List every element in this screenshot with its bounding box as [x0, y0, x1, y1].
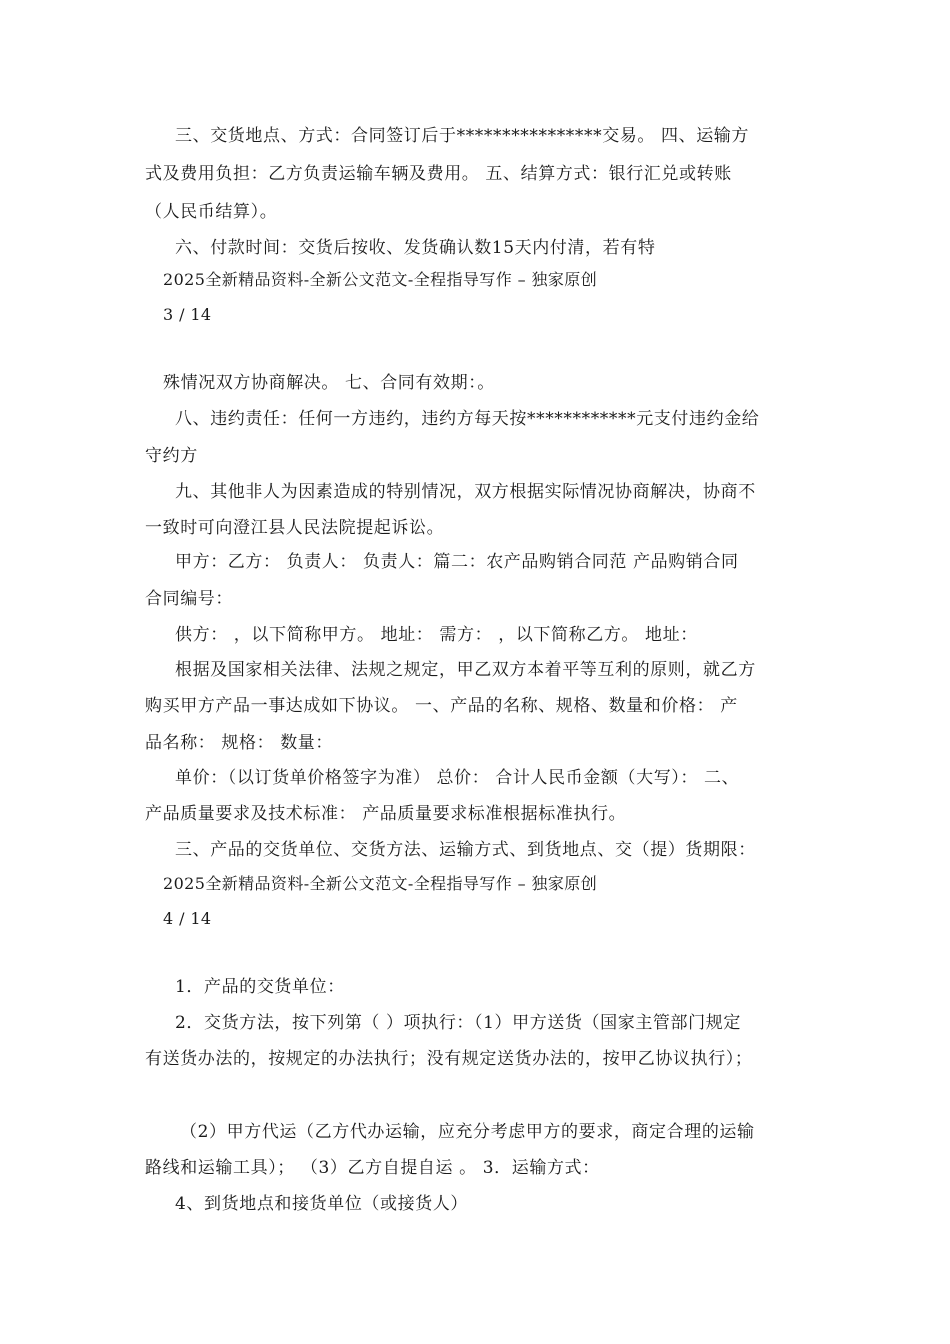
paragraph-line: 4、到货地点和接货单位（或接货人）: [175, 1194, 469, 1214]
paragraph-line: 根据及国家相关法律、法规之规定，甲乙双方本着平等互利的原则，就乙方: [175, 660, 756, 680]
paragraph-line: 一致时可向澄江县人民法院提起诉讼。: [145, 518, 445, 538]
paragraph-line: 供方： ，以下简称甲方。 地址： 需方： ，以下简称乙方。 地址：: [175, 625, 698, 645]
page-number: 3 / 14: [163, 305, 212, 324]
paragraph-line: 九、其他非人为因素造成的特别情况，双方根据实际情况协商解决，协商不: [175, 482, 756, 502]
paragraph-line: 产品质量要求及技术标准： 产品质量要求标准根据标准执行。: [145, 804, 627, 824]
page-footer-text: 2025全新精品资料-全新公文范文-全程指导写作 – 独家原创: [163, 270, 598, 289]
paragraph-line: 八、违约责任：任何一方违约，违约方每天按************元支付违约金给: [175, 409, 760, 429]
paragraph-line: 三、产品的交货单位、交货方法、运输方式、到货地点、交（提）货期限：: [175, 840, 756, 860]
paragraph-line: （2）甲方代运（乙方代办运输，应充分考虑甲方的要求，商定合理的运输: [180, 1122, 755, 1142]
paragraph-line: 1．产品的交货单位：: [175, 977, 345, 997]
paragraph-line: 合同编号：: [145, 589, 233, 609]
paragraph-line: 六、付款时间：交货后按收、发货确认数15天内付清，若有特: [175, 238, 656, 258]
page-footer-text: 2025全新精品资料-全新公文范文-全程指导写作 – 独家原创: [163, 874, 598, 893]
paragraph-line: 品名称： 规格： 数量：: [145, 733, 334, 753]
paragraph-line: （人民币结算）。: [145, 202, 278, 222]
paragraph-line: 购买甲方产品一事达成如下协议。 一、产品的名称、规格、数量和价格： 产: [145, 696, 738, 716]
paragraph-line: 路线和运输工具）； （3）乙方自提自运 。 3．运输方式：: [145, 1158, 600, 1178]
paragraph-line: 有送货办法的，按规定的办法执行；没有规定送货办法的，按甲乙协议执行）；: [145, 1049, 753, 1069]
paragraph-line: 单价：（以订货单价格签字为准） 总价： 合计人民币金额（大写）： 二、: [175, 768, 740, 788]
paragraph-line: 2．交货方法，按下列第（ ）项执行：（1）甲方送货（国家主管部门规定: [175, 1013, 741, 1033]
paragraph-line: 守约方: [145, 446, 198, 466]
page-number: 4 / 14: [163, 909, 212, 928]
paragraph-line: 三、交货地点、方式：合同签订后于****************交易。 四、运输方: [175, 126, 750, 146]
paragraph-line: 式及费用负担：乙方负责运输车辆及费用。 五、结算方式：银行汇兑或转账: [145, 164, 732, 184]
paragraph-line: 殊情况双方协商解决。 七、合同有效期：。: [163, 373, 495, 393]
paragraph-line: 甲方：乙方： 负责人： 负责人：篇二：农产品购销合同范 产品购销合同: [175, 552, 739, 572]
